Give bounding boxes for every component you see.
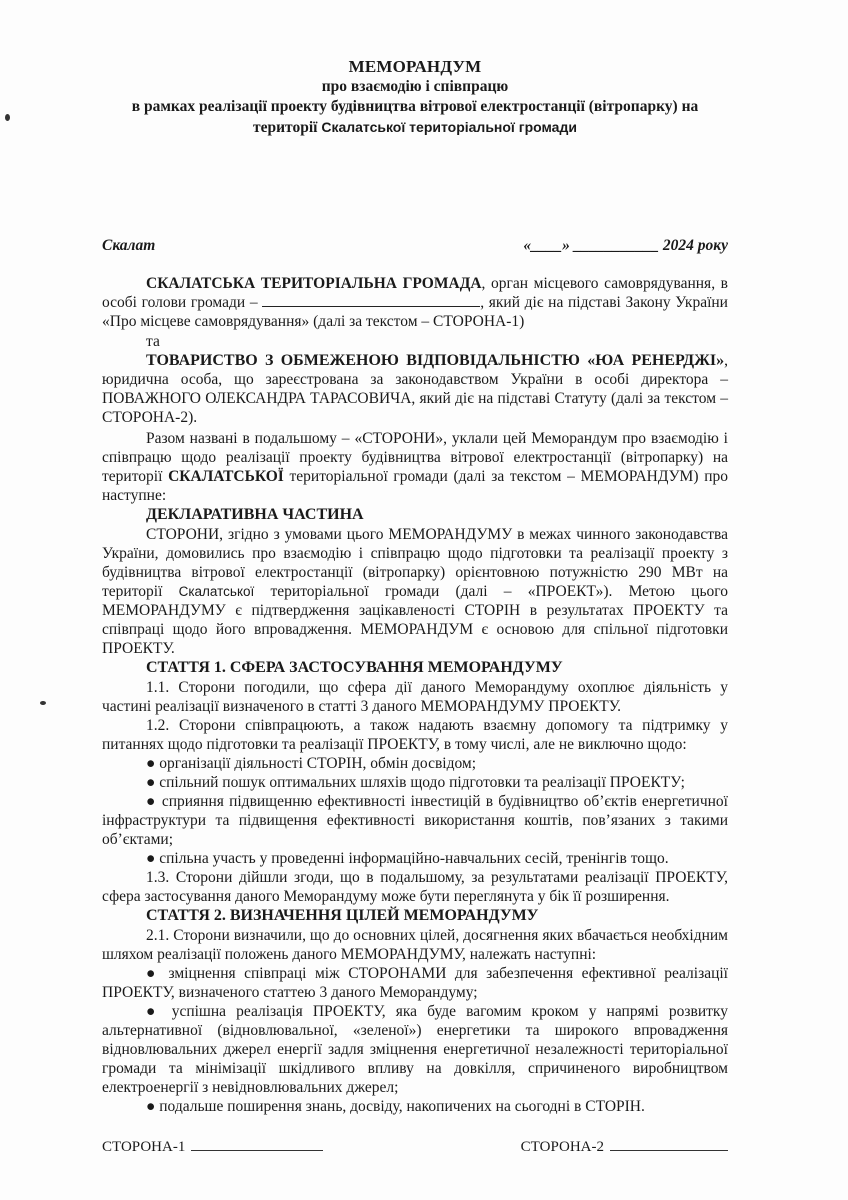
clause-1-2-bullet: ● спільна участь у проведенні інформаційно-навчальних сесій, тренінгів тощо. bbox=[146, 850, 669, 867]
party-2-paragraph bbox=[102, 351, 728, 427]
clause-2-1-bullet: ● успішна реалізація ПРОЕКТУ, яка буде вагомим кроком у напрямі розвитку альтернативної (відновлювальної, «зеленої») енергетики та широкого впровадження відновлювальних джерел енергії задля зміцнення енергетичної незалежності територіальної громади та мінімізації шкідливого впливу на довкілля, спричиненого виробництвом електроенергії з невідновлювальних джерел; bbox=[102, 1003, 728, 1096]
clause-1-2-bullet: ● організації діяльності СТОРІН, обмін досвідом; bbox=[146, 755, 477, 772]
declarative-text-b: територіальної громади (далі – «ПРОЕКТ»). Метою цього МЕМОРАНДУМУ є підтвердження зацікавленості СТОРІН в результатах ПРОЕКТУ та співпраці щодо його впровадження. МЕМОРАНДУМ є основою для спільної підготовки ПРОЕКТУ. bbox=[102, 583, 728, 657]
clause-2-1-bullet: ● подальше поширення знань, досвіду, накопичених на сьогодні в СТОРІН. bbox=[146, 1098, 645, 1115]
scan-artifact bbox=[5, 114, 10, 121]
clause-1-3: 1.3. Сторони дійшли згоди, що в подальшому, за результатами реалізації ПРОЕКТУ, сфера застосування даного Меморандуму може бути переглянута у бік її розширення. bbox=[102, 869, 728, 905]
article-1-heading: СТАТТЯ 1. СФЕРА ЗАСТОСУВАННЯ МЕМОРАНДУМУ bbox=[146, 659, 563, 676]
and-connector: та bbox=[146, 333, 160, 350]
together-paragraph bbox=[102, 429, 728, 505]
document-content bbox=[102, 56, 728, 1115]
scan-artifact bbox=[40, 701, 46, 705]
party-2-signature bbox=[521, 1136, 728, 1156]
subtitle-3-community: Скалатської територіальної громади bbox=[321, 119, 577, 135]
declarative-heading: ДЕКЛАРАТИВНА ЧАСТИНА bbox=[146, 506, 364, 523]
clause-2-1-bullet: ● зміцнення співпраці між СТОРОНАМИ для забезпечення ефективної реалізації ПРОЕКТУ, визначеного статтею 3 даного Меморандуму; bbox=[102, 965, 728, 1001]
head-name-blank bbox=[262, 293, 480, 307]
title-block bbox=[102, 56, 728, 138]
place: Скалат bbox=[102, 237, 156, 254]
subtitle-3-prefix: території bbox=[253, 119, 322, 136]
together-bold: СКАЛАТСЬКОЇ bbox=[168, 468, 284, 485]
document-subtitle-2: в рамках реалізації проекту будівництва вітрової електростанції (вітропарку) на bbox=[131, 98, 699, 115]
party-1-text-b: , який діє на підставі Закону України «Про місцеве самоврядування» (далі за текстом – СТОРОНА-1) bbox=[102, 294, 728, 330]
party-2-name: ТОВАРИСТВО З ОБМЕЖЕНОЮ ВІДПОВІДАЛЬНІСТЮ «ЮА РЕНЕРДЖІ» bbox=[146, 352, 725, 369]
party-1-signature-line bbox=[191, 1136, 323, 1151]
declarative-community: Скалатської bbox=[178, 584, 255, 599]
party-1-signature bbox=[102, 1136, 323, 1156]
together-text-a: Разом названі в подальшому – «СТОРОНИ», уклали цей Меморандум про взаємодію і співпрацю щодо реалізації проекту будівництва вітрової електростанції (вітропарку) на території bbox=[102, 430, 728, 485]
party-1-label: СТОРОНА-1 bbox=[102, 1139, 186, 1155]
document-title: МЕМОРАНДУМ bbox=[348, 57, 482, 76]
party-1-name: СКАЛАТСЬКА ТЕРИТОРІАЛЬНА ГРОМАДА bbox=[146, 275, 482, 292]
document-subtitle-1: про взаємодію і співпрацю bbox=[321, 78, 509, 95]
party-2-label: СТОРОНА-2 bbox=[520, 1139, 604, 1155]
declarative-text-a: СТОРОНИ, згідно з умовами цього МЕМОРАНДУМУ в межах чинного законодавства України, домовились про взаємодію і співпрацю щодо підготовки та реалізації проекту з будівництва вітрової електростанції (вітропарку) орієнтовною потужністю 290 МВт на території bbox=[102, 526, 728, 600]
date-blank: «____» ___________ bbox=[523, 237, 659, 254]
clause-1-1: 1.1. Сторони погодили, що сфера дії даного Меморандуму охоплює діяльність у частині реалізації визначеного в статті 3 даного МЕМОРАНДУМУ ПРОЕКТУ. bbox=[102, 679, 728, 715]
date-year: 2024 року bbox=[662, 237, 728, 254]
party-2-signature-line bbox=[610, 1136, 728, 1151]
party-1-paragraph bbox=[102, 274, 728, 331]
clause-2-1: 2.1. Сторони визначили, що до основних цілей, досягнення яких вбачається необхідним шляхом реалізації положень даного МЕМОРАНДУМУ, належать наступні: bbox=[102, 927, 728, 963]
document-body bbox=[102, 274, 728, 1116]
clause-1-2: 1.2. Сторони співпрацюють, а також надають взаємну допомогу та підтримку у питаннях щодо підготовки та реалізації ПРОЕКТУ, в тому числі, але не виключно щодо: bbox=[102, 717, 728, 753]
party-1-text-a: , орган місцевого самоврядування, в особі голови громади – bbox=[102, 275, 728, 311]
declarative-paragraph bbox=[102, 525, 728, 658]
place-date-line bbox=[102, 237, 728, 255]
article-2-heading: СТАТТЯ 2. ВИЗНАЧЕННЯ ЦІЛЕЙ МЕМОРАНДУМУ bbox=[146, 907, 539, 924]
clause-1-2-bullet: ● сприяння підвищенню ефективності інвестицій в будівництво об’єктів енергетичної інфраструктури та підвищення ефективності використання коштів, пов’язаних з такими об’єктами; bbox=[102, 793, 728, 848]
signature-footer bbox=[102, 1136, 728, 1156]
document-subtitle-3 bbox=[102, 117, 728, 138]
together-text-b: територіальної громади (далі за текстом – МЕМОРАНДУМ) про наступне: bbox=[102, 468, 728, 504]
clause-1-2-bullet: ● спільний пошук оптимальних шляхів щодо підготовки та реалізації ПРОЕКТУ; bbox=[146, 774, 685, 791]
party-2-text: , юридична особа, що зареєстрована за законодавством України в особі директора – ПОВАЖНОГО ОЛЕКСАНДРА ТАРАСОВИЧА, який діє на підставі Статуту (далі за текстом – СТОРОНА-2). bbox=[102, 352, 728, 426]
date bbox=[523, 237, 728, 255]
